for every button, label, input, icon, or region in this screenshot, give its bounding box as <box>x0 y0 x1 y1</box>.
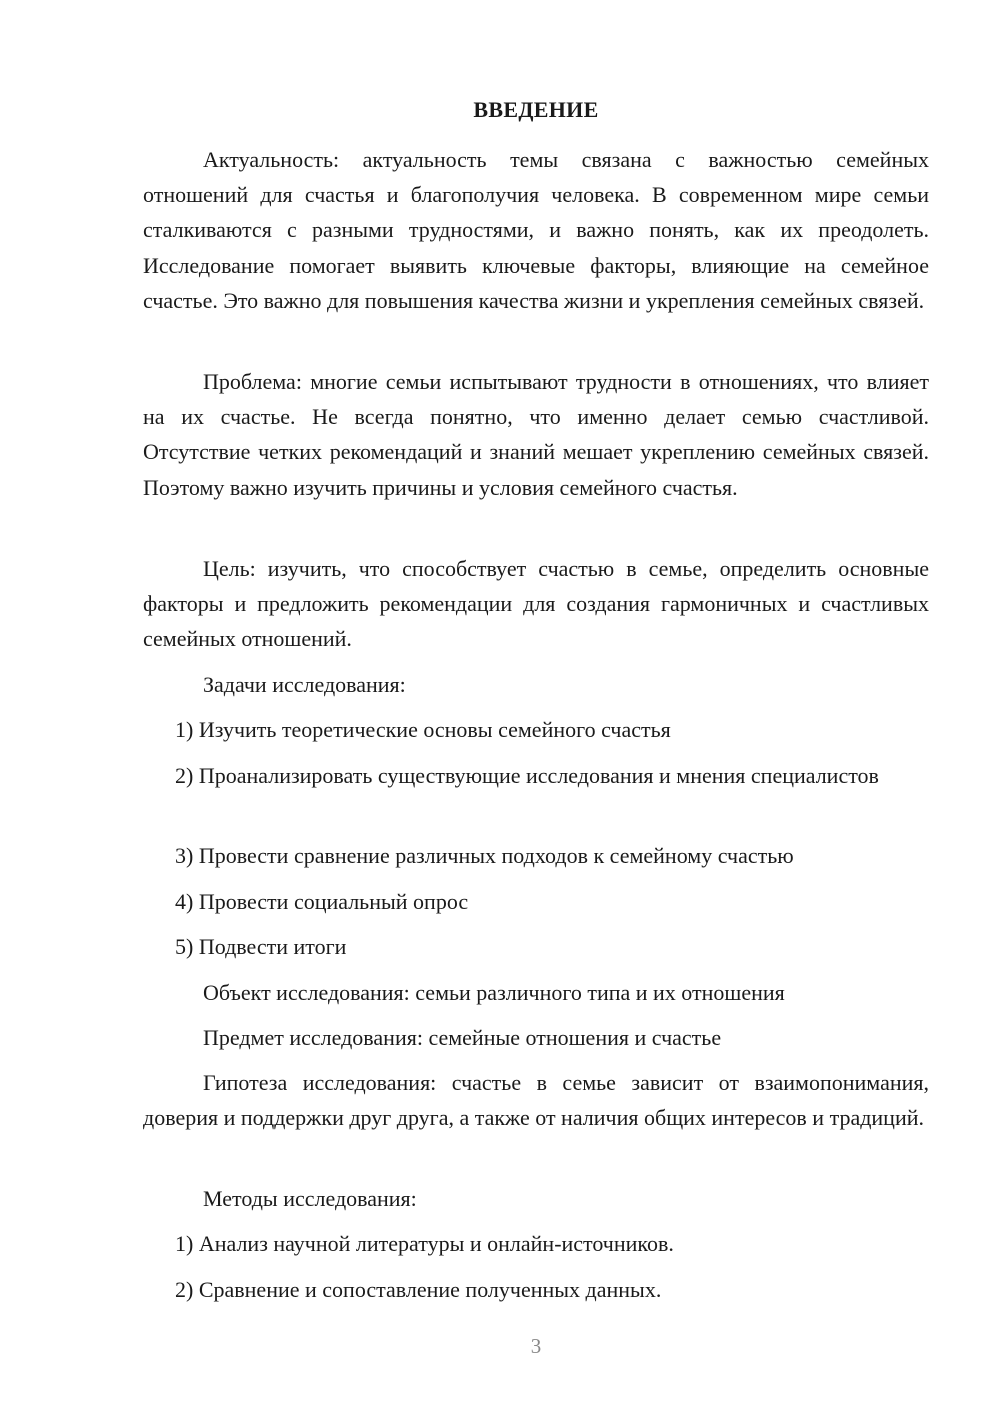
methods-heading: Методы исследования: <box>203 1186 417 1211</box>
task-item: 2) Проанализировать существующие исследования и мнения специалистов <box>175 763 879 788</box>
paragraph-goal: Цель: изучить, что способствует счастью в семье, определить основные факторы и предложить рекомендации для создания гармоничных и счастливых семейных отношений. <box>143 556 929 652</box>
research-subject: Предмет исследования: семейные отношения и счастье <box>203 1025 722 1050</box>
task-item: 3) Провести сравнение различных подходов к семейному счастью <box>175 843 794 868</box>
research-hypothesis: Гипотеза исследования: счастье в семье зависит от взаимопонимания, доверия и поддержки друг друга, а также от наличия общих интересов и традиций. <box>143 1070 929 1131</box>
method-item: 2) Сравнение и сопоставление полученных данных. <box>175 1277 662 1302</box>
research-object: Объект исследования: семьи различного типа и их отношения <box>203 980 785 1005</box>
page-number: 3 <box>530 1334 542 1358</box>
tasks-heading: Задачи исследования: <box>203 672 406 697</box>
task-item: 5) Подвести итоги <box>175 934 347 959</box>
paragraph-relevance: Актуальность: актуальность темы связана с важностью семейных отношений для счастья и благополучия человека. В современном мире семьи сталкиваются с разными трудностями, и важно понять, как их преодолеть. Исследование помогает выявить ключевые факторы, влияющие на семейное счастье. Это важно для повышения качества жизни и укрепления семейных связей. <box>143 147 929 313</box>
task-item: 1) Изучить теоретические основы семейного счастья <box>175 717 671 742</box>
method-item: 1) Анализ научной литературы и онлайн-источников. <box>175 1231 674 1256</box>
page-title: ВВЕДЕНИЕ <box>473 97 599 122</box>
task-item: 4) Провести социальный опрос <box>175 889 469 914</box>
paragraph-problem: Проблема: многие семьи испытывают трудности в отношениях, что влияет на их счастье. Не всегда понятно, что именно делает семью счастливой. Отсутствие четких рекомендаций и знаний мешает укреплению семейных связей. Поэтому важно изучить причины и условия семейного счастья. <box>143 369 929 500</box>
